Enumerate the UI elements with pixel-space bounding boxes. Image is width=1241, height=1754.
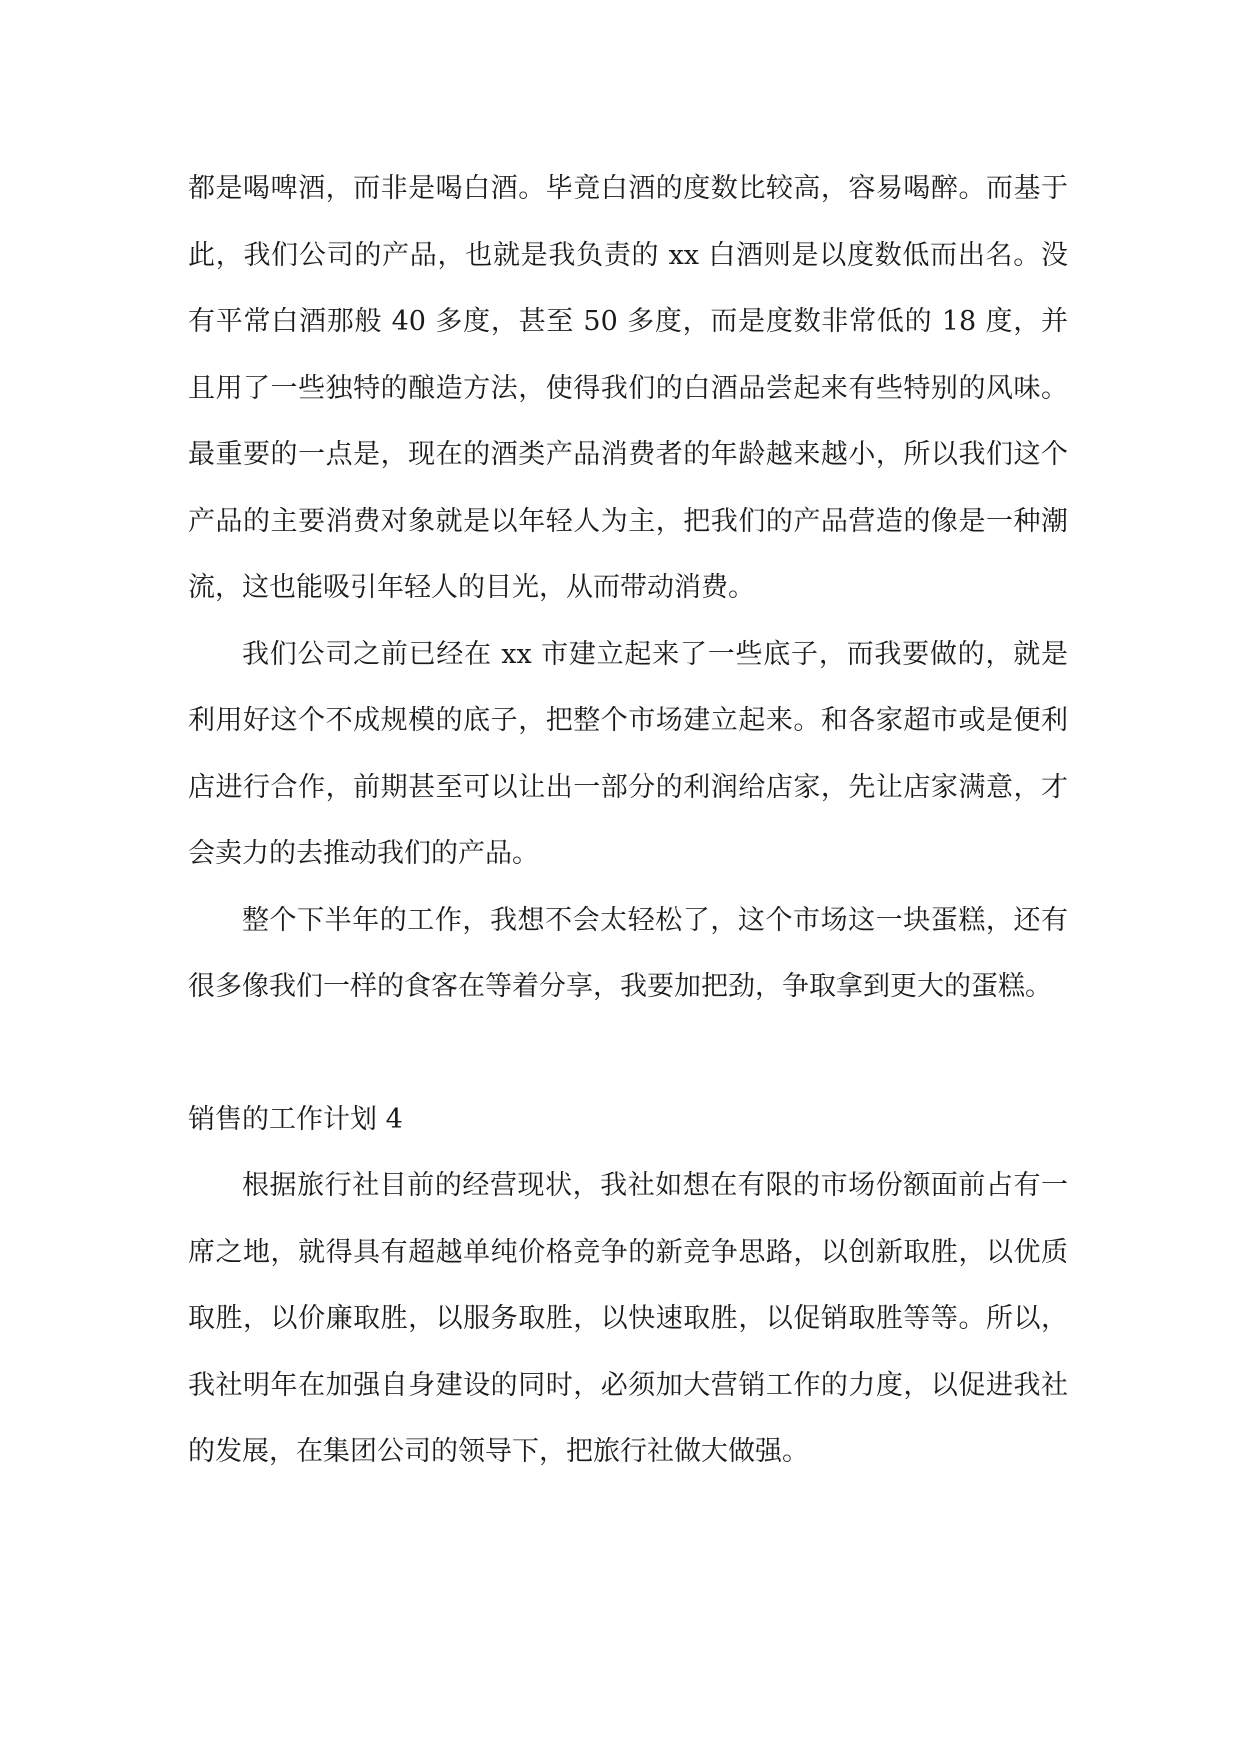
document-body — [188, 156, 1068, 1486]
paragraph: 整个下半年的工作，我想不会太轻松了，这个市场这一块蛋糕，还有很多像我们一样的食客在等着分享，我要加把劲，争取拿到更大的蛋糕。 — [188, 904, 1068, 1002]
paragraph: 根据旅行社目前的经营现状，我社如想在有限的市场份额面前占有一席之地，就得具有超越单纯价格竞争的新竞争思路，以创新取胜，以优质取胜，以价廉取胜，以服务取胜，以快速取胜，以促销取胜等等。所以，我社明年在加强自身建设的同时，必须加大营销工作的力度，以促进我社的发展，在集团公司的领导下，把旅行社做大做强。 — [188, 1170, 1068, 1467]
paragraph-continued: 都是喝啤酒，而非是喝白酒。毕竟白酒的度数比较高，容易喝醉。而基于此，我们公司的产品，也就是我负责的 xx 白酒则是以度数低而出名。没有平常白酒那般 40 多度，甚至 50 多度，而是度数非常低的 18 度，并且用了一些独特的酿造方法，使得我们的白酒品尝起来有些特别的风味。最重要的一点是，现在的酒类产品消费者的年龄越来越小，所以我们这个产品的主要消费对象就是以年轻人为主，把我们的产品营造的像是一种潮流，这也能吸引年轻人的目光，从而带动消费。 — [188, 173, 1068, 603]
section-heading: 销售的工作计划 4 — [188, 1103, 403, 1135]
paragraph: 我们公司之前已经在 xx 市建立起来了一些底子，而我要做的，就是利用好这个不成规模的底子，把整个市场建立起来。和各家超市或是便利店进行合作，前期甚至可以让出一部分的利润给店家，先让店家满意，才会卖力的去推动我们的产品。 — [188, 638, 1068, 869]
